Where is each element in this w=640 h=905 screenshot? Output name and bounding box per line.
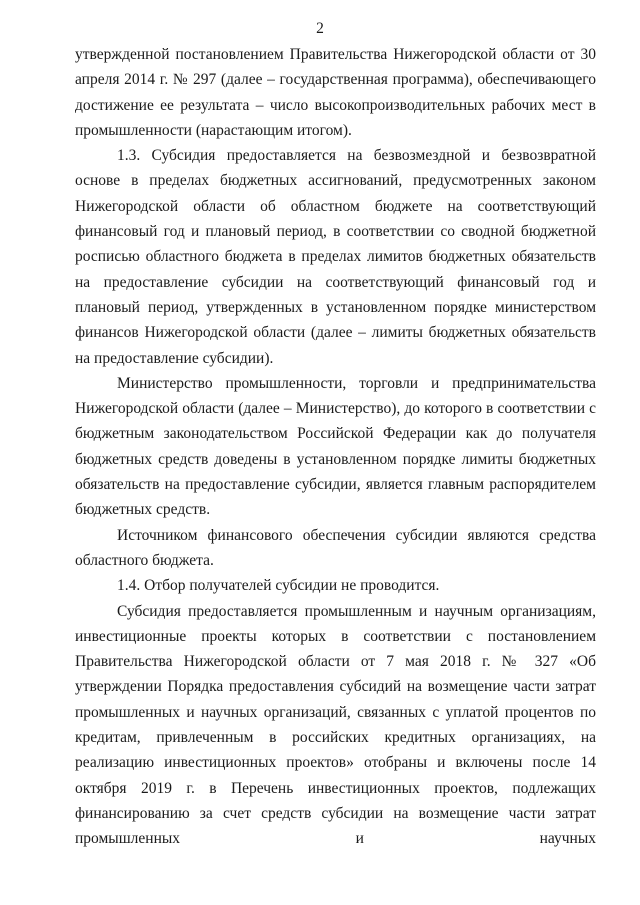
paragraph-ministry: Министерство промышленности, торговли и предпринимательства Нижегородской области (далее – Министерство), до которого в соответствии с бюджетным законодательством Российской Федерации как до получателя бюджетных средств доведены в установленном порядке лимиты бюджетных обязательств на предоставление субсидии, является главным распорядителем бюджетных средств.	[75, 374, 596, 519]
paragraph-recipients: Субсидия предоставляется промышленным и научным организациям, инвестиционные проекты которых в соответствии с постановлением Правительства Нижегородской области от 7 мая 2018 г. № 327 «Об утверждении Порядка предоставления субсидий на возмещение части затрат промышленных и научных организаций, связанных с уплатой процентов по кредитам, привлеченным в российских кредитных организациях, на реализацию инвестиционных проектов» отобраны и включены после 14 октября 2019 г. в Перечень инвестиционных проектов, подлежащих финансированию за счет средств субсидии на возмещение части затрат промышленных и научных	[75, 602, 596, 848]
paragraph-program-reference: утвержденной постановлением Правительства Нижегородской области от 30 апреля 2014 г. № 297 (далее – государственная программа), обеспечивающего достижение ее результата – число высокопроизводительных рабочих мест в промышленности (нарастающим итогом).	[75, 46, 596, 139]
paragraph-funding-source: Источником финансового обеспечения субсидии являются средства областного бюджета.	[75, 526, 596, 569]
paragraph-1-4-no-selection: 1.4. Отбор получателей субсидии не проводится.	[117, 577, 440, 595]
body-text	[75, 42, 596, 852]
page-number: 2	[316, 20, 324, 37]
paragraph-1-3-subsidy-basis: 1.3. Субсидия предоставляется на безвозмездной и безвозвратной основе в пределах бюджетных ассигнований, предусмотренных законом Нижегородской области об областном бюджете на соответствующий финансовый год и плановый период, в соответствии со сводной бюджетной росписью областного бюджета в пределах лимитов бюджетных обязательств на предоставление субсидии на соответствующий финансовый год и плановый период, утвержденных в установленном порядке министерством финансов Нижегородской области (далее – лимиты бюджетных обязательств на предоставление субсидии).	[75, 147, 596, 367]
